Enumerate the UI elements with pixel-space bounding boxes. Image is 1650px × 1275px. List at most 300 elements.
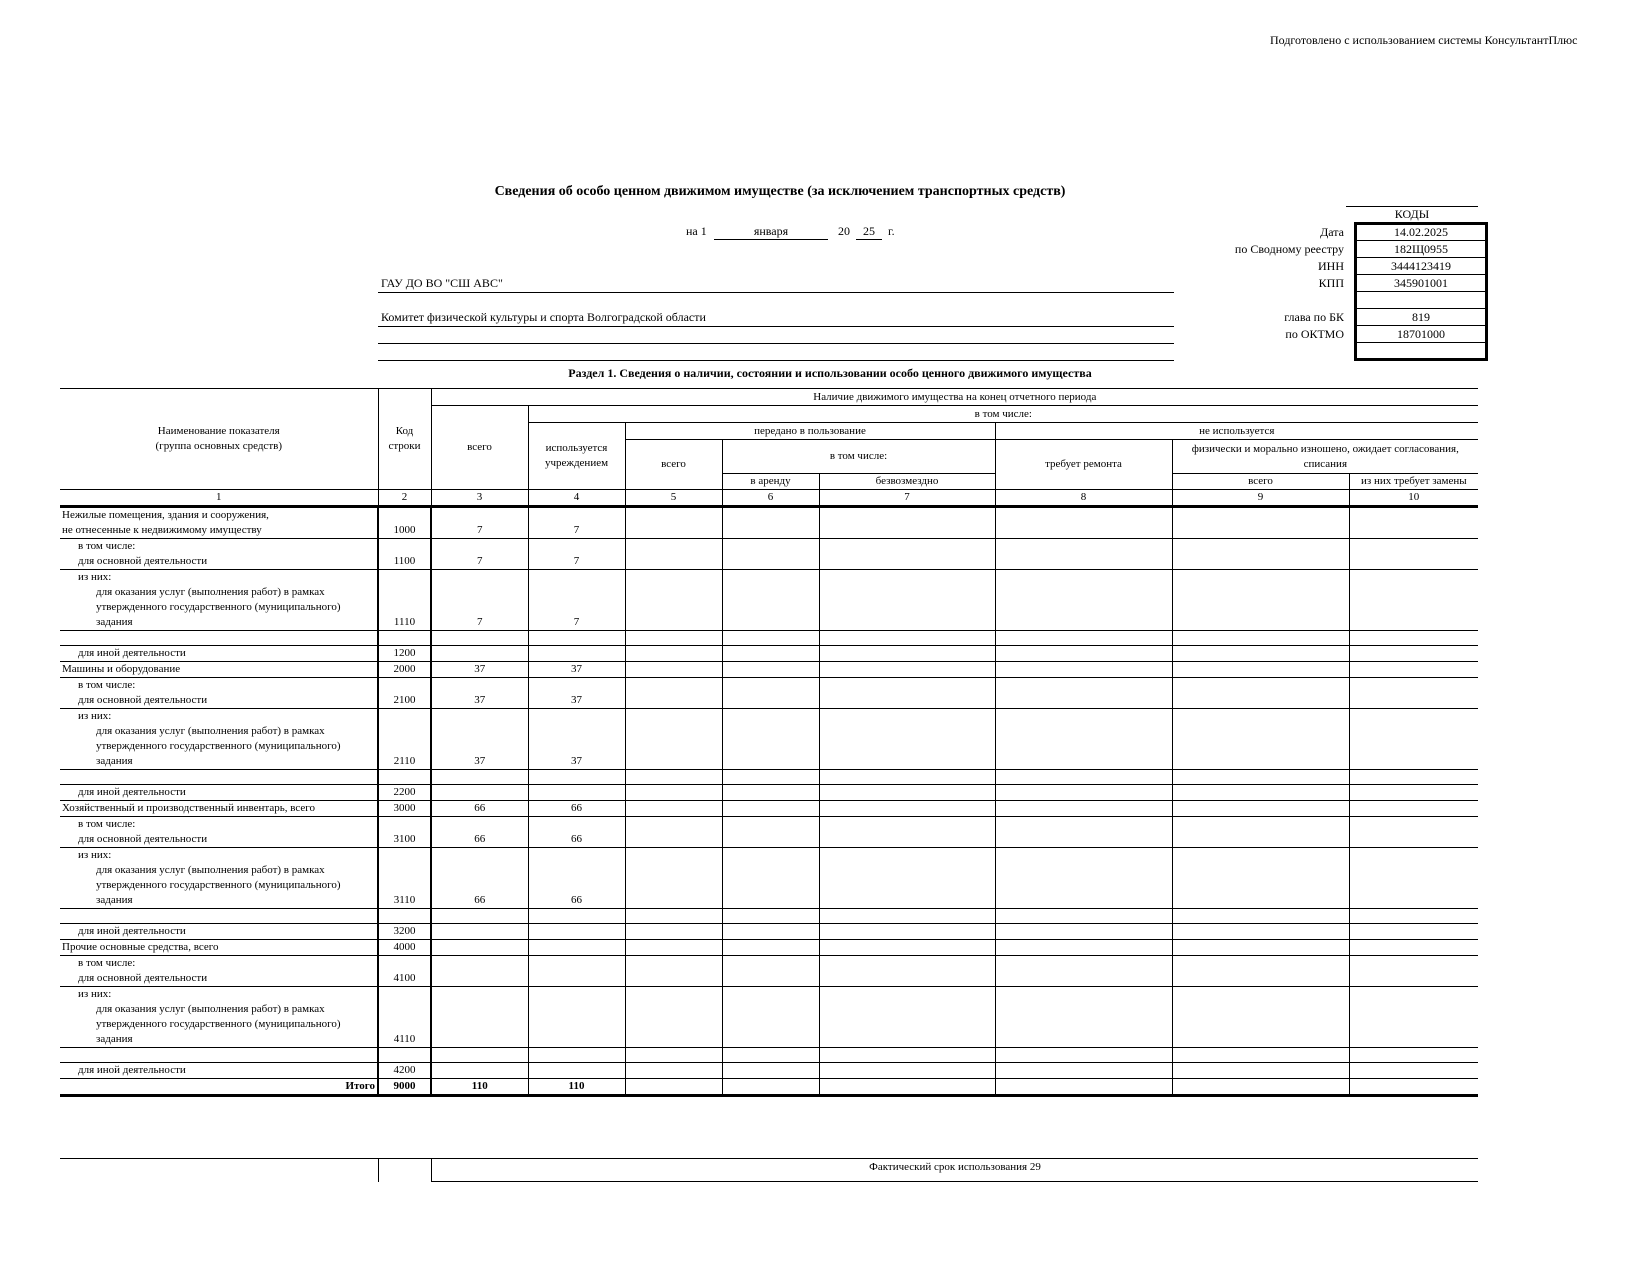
row-cell bbox=[995, 987, 1172, 1048]
row-total bbox=[431, 956, 528, 987]
spacer-cell bbox=[819, 909, 995, 924]
codes-value: 345901001 bbox=[1356, 275, 1487, 292]
spacer-cell bbox=[722, 909, 819, 924]
spacer-cell bbox=[528, 770, 625, 785]
row-code: 4000 bbox=[378, 940, 431, 956]
row-cell bbox=[625, 956, 722, 987]
row-cell bbox=[722, 507, 819, 539]
row-cell bbox=[625, 570, 722, 631]
row-cell bbox=[819, 709, 995, 770]
spacer-row bbox=[60, 1048, 1478, 1063]
main-table bbox=[60, 388, 1478, 1097]
row-cell bbox=[1349, 987, 1478, 1048]
row-label-line: для основной деятельности bbox=[78, 555, 208, 567]
row-cell bbox=[722, 1063, 819, 1079]
table-row bbox=[60, 539, 1478, 570]
org-underline bbox=[378, 292, 1174, 293]
codes-value: 14.02.2025 bbox=[1356, 224, 1487, 241]
table-row bbox=[60, 940, 1478, 956]
table-row bbox=[60, 785, 1478, 801]
table-row bbox=[60, 709, 1478, 770]
row-cell bbox=[995, 1063, 1172, 1079]
row-cell bbox=[1172, 678, 1349, 709]
spacer-cell bbox=[625, 1048, 722, 1063]
row-cell bbox=[625, 987, 722, 1048]
row-cell bbox=[819, 956, 995, 987]
row-cell bbox=[722, 987, 819, 1048]
row-cell bbox=[1172, 507, 1349, 539]
row-cell bbox=[625, 539, 722, 570]
spacer-cell bbox=[528, 1048, 625, 1063]
row-code: 4110 bbox=[378, 987, 431, 1048]
header-including: в том числе: bbox=[528, 406, 1478, 423]
row-cell bbox=[1349, 539, 1478, 570]
row-cell bbox=[1172, 940, 1349, 956]
row-cell bbox=[722, 539, 819, 570]
spacer-cell bbox=[378, 770, 431, 785]
codes-label bbox=[1180, 343, 1356, 360]
row-cell bbox=[995, 646, 1172, 662]
table-row bbox=[60, 570, 1478, 631]
codes-row bbox=[1180, 292, 1487, 309]
row-cell bbox=[819, 848, 995, 909]
table-row bbox=[60, 646, 1478, 662]
row-code: 3200 bbox=[378, 924, 431, 940]
date-prefix: на 1 bbox=[686, 224, 707, 238]
row-label bbox=[60, 678, 378, 709]
row-cell bbox=[625, 785, 722, 801]
total-cell bbox=[722, 1079, 819, 1096]
row-cell bbox=[995, 956, 1172, 987]
row-cell bbox=[819, 785, 995, 801]
header-not-used: не используется bbox=[995, 423, 1478, 440]
row-code: 3100 bbox=[378, 817, 431, 848]
row-used: 66 bbox=[528, 817, 625, 848]
row-cell bbox=[1349, 817, 1478, 848]
row-label-line: задания bbox=[96, 616, 133, 628]
column-number: 7 bbox=[819, 490, 995, 507]
date-year-prefix: 20 bbox=[838, 224, 850, 238]
row-label bbox=[60, 817, 378, 848]
row-label-line: задания bbox=[96, 755, 133, 767]
row-cell bbox=[1349, 1063, 1478, 1079]
row-cell bbox=[1172, 570, 1349, 631]
row-label-line: для основной деятельности bbox=[78, 694, 208, 706]
spacer-cell bbox=[378, 1048, 431, 1063]
row-label bbox=[60, 709, 378, 770]
spacer-row bbox=[60, 770, 1478, 785]
codes-label: глава по БК bbox=[1284, 309, 1344, 324]
top-note: Подготовлено с использованием системы КонсультантПлюс bbox=[1270, 33, 1578, 47]
row-cell bbox=[1172, 1063, 1349, 1079]
row-code: 4200 bbox=[378, 1063, 431, 1079]
row-label bbox=[60, 801, 378, 817]
row-used bbox=[528, 940, 625, 956]
org-name: ГАУ ДО ВО "СШ АВС" bbox=[381, 276, 503, 290]
row-label-line: для оказания услуг (выполнения работ) в рамках bbox=[96, 864, 325, 876]
spacer-cell bbox=[722, 631, 819, 646]
codes-label: Дата bbox=[1320, 224, 1344, 239]
row-label-line: в том числе: bbox=[78, 540, 136, 552]
row-code: 1200 bbox=[378, 646, 431, 662]
row-cell bbox=[819, 507, 995, 539]
row-label bbox=[60, 987, 378, 1048]
codes-row bbox=[1180, 343, 1487, 360]
row-cell bbox=[1172, 662, 1349, 678]
column-number: 3 bbox=[431, 490, 528, 507]
table-row bbox=[60, 662, 1478, 678]
spacer-cell bbox=[1349, 631, 1478, 646]
row-cell bbox=[1349, 848, 1478, 909]
row-total bbox=[431, 785, 528, 801]
header-transferred-total: всего bbox=[625, 440, 722, 490]
row-cell bbox=[1349, 801, 1478, 817]
column-number: 5 bbox=[625, 490, 722, 507]
row-used: 7 bbox=[528, 539, 625, 570]
row-label-line: Нежилые помещения, здания и сооружения, bbox=[62, 509, 269, 521]
header-worn: физически и морально изношено, ожидает согласования, списания bbox=[1172, 440, 1478, 474]
header-code: Код строки bbox=[378, 389, 431, 490]
row-code: 2000 bbox=[378, 662, 431, 678]
row-used: 7 bbox=[528, 507, 625, 539]
row-cell bbox=[1349, 924, 1478, 940]
row-label-line: в том числе: bbox=[78, 679, 136, 691]
date-month: января bbox=[714, 224, 828, 240]
spacer-cell bbox=[995, 770, 1172, 785]
row-cell bbox=[819, 678, 995, 709]
header-transferred: передано в пользование bbox=[625, 423, 995, 440]
page-title: Сведения об особо ценном движимом имуществе (за исключением транспортных средств) bbox=[494, 184, 1066, 199]
spacer-cell bbox=[722, 770, 819, 785]
row-cell bbox=[819, 570, 995, 631]
spacer-cell bbox=[1349, 909, 1478, 924]
row-total: 37 bbox=[431, 662, 528, 678]
row-cell bbox=[1172, 848, 1349, 909]
row-code: 3110 bbox=[378, 848, 431, 909]
row-label-line: утвержденного государственного (муниципального) bbox=[96, 740, 341, 752]
row-cell bbox=[995, 785, 1172, 801]
row-cell bbox=[819, 987, 995, 1048]
row-cell bbox=[1172, 539, 1349, 570]
row-cell bbox=[995, 678, 1172, 709]
row-cell bbox=[625, 1063, 722, 1079]
codes-label: КПП bbox=[1318, 275, 1344, 290]
header-free: безвозмездно bbox=[819, 474, 995, 490]
row-cell bbox=[1349, 507, 1478, 539]
total-cell bbox=[819, 1079, 995, 1096]
spacer-cell bbox=[1172, 770, 1349, 785]
spacer-cell bbox=[528, 631, 625, 646]
header-rent: в аренду bbox=[722, 474, 819, 490]
row-label-line: Хозяйственный и производственный инвентарь, всего bbox=[62, 802, 315, 814]
table-row bbox=[60, 987, 1478, 1048]
row-cell bbox=[625, 678, 722, 709]
column-number: 10 bbox=[1349, 490, 1478, 507]
spacer-cell bbox=[625, 909, 722, 924]
spacer-cell bbox=[431, 909, 528, 924]
row-cell bbox=[1172, 817, 1349, 848]
row-cell bbox=[625, 507, 722, 539]
row-cell bbox=[1172, 956, 1349, 987]
row-used: 66 bbox=[528, 848, 625, 909]
spacer-cell bbox=[1172, 909, 1349, 924]
row-total: 7 bbox=[431, 570, 528, 631]
row-cell bbox=[819, 801, 995, 817]
row-label-line: для иной деятельности bbox=[78, 1064, 186, 1076]
row-used bbox=[528, 987, 625, 1048]
row-cell bbox=[722, 785, 819, 801]
header-availability: Наличие движимого имущества на конец отчетного периода bbox=[431, 389, 1478, 406]
codes-value: 819 bbox=[1356, 309, 1487, 326]
row-label bbox=[60, 570, 378, 631]
row-used: 37 bbox=[528, 678, 625, 709]
total-code: 9000 bbox=[378, 1079, 431, 1096]
spacer-cell bbox=[1349, 1048, 1478, 1063]
row-code: 3000 bbox=[378, 801, 431, 817]
row-cell bbox=[1349, 709, 1478, 770]
date-suffix: г. bbox=[888, 224, 895, 238]
spacer-cell bbox=[995, 631, 1172, 646]
header-worn-total: всего bbox=[1172, 474, 1349, 490]
row-label bbox=[60, 507, 378, 539]
spacer-row bbox=[60, 909, 1478, 924]
codes-row bbox=[1180, 224, 1487, 241]
codes-value: 182Щ0955 bbox=[1356, 241, 1487, 258]
row-label bbox=[60, 785, 378, 801]
row-label-line: не отнесенные к недвижимому имуществу bbox=[62, 524, 262, 536]
table-row bbox=[60, 956, 1478, 987]
codes-label: по ОКТМО bbox=[1285, 326, 1344, 341]
row-cell bbox=[995, 709, 1172, 770]
row-cell bbox=[819, 539, 995, 570]
row-cell bbox=[722, 848, 819, 909]
row-total bbox=[431, 987, 528, 1048]
row-cell bbox=[722, 646, 819, 662]
row-label-line: для основной деятельности bbox=[78, 833, 208, 845]
authority-underline bbox=[378, 326, 1174, 327]
spacer-cell bbox=[819, 631, 995, 646]
row-cell bbox=[995, 848, 1172, 909]
codes-row bbox=[1180, 326, 1487, 343]
row-cell bbox=[995, 507, 1172, 539]
column-number: 8 bbox=[995, 490, 1172, 507]
total-row bbox=[60, 1079, 1478, 1096]
row-total: 37 bbox=[431, 709, 528, 770]
row-cell bbox=[995, 570, 1172, 631]
row-cell bbox=[625, 801, 722, 817]
spacer-cell bbox=[378, 909, 431, 924]
spacer-cell bbox=[995, 1048, 1172, 1063]
spacer-cell bbox=[60, 909, 378, 924]
row-cell bbox=[722, 924, 819, 940]
row-cell bbox=[722, 570, 819, 631]
spacer-cell bbox=[60, 770, 378, 785]
row-code: 1110 bbox=[378, 570, 431, 631]
row-label bbox=[60, 924, 378, 940]
spacer-cell bbox=[1172, 1048, 1349, 1063]
blank-underline-2 bbox=[378, 360, 1174, 361]
spacer-cell bbox=[1172, 631, 1349, 646]
row-total: 66 bbox=[431, 801, 528, 817]
spacer-row bbox=[60, 631, 1478, 646]
row-total bbox=[431, 646, 528, 662]
row-cell bbox=[819, 1063, 995, 1079]
row-label-line: из них: bbox=[78, 710, 112, 722]
column-number: 9 bbox=[1172, 490, 1349, 507]
row-cell bbox=[722, 662, 819, 678]
row-cell bbox=[1349, 785, 1478, 801]
footer-note: Фактический срок использования 29 bbox=[869, 1161, 1041, 1173]
row-label-line: из них: bbox=[78, 988, 112, 1000]
spacer-cell bbox=[60, 1048, 378, 1063]
table-row bbox=[60, 817, 1478, 848]
codes-row bbox=[1180, 309, 1487, 326]
row-label bbox=[60, 940, 378, 956]
spacer-cell bbox=[995, 909, 1172, 924]
row-used: 66 bbox=[528, 801, 625, 817]
row-used bbox=[528, 646, 625, 662]
row-label-line: Прочие основные средства, всего bbox=[62, 941, 219, 953]
row-code: 2100 bbox=[378, 678, 431, 709]
row-label-line: Машины и оборудование bbox=[62, 663, 181, 675]
spacer-cell bbox=[378, 631, 431, 646]
total-cell bbox=[625, 1079, 722, 1096]
row-cell bbox=[722, 678, 819, 709]
row-cell bbox=[819, 940, 995, 956]
row-label-line: утвержденного государственного (муниципального) bbox=[96, 601, 341, 613]
row-cell bbox=[1349, 678, 1478, 709]
footer-bottom-line bbox=[431, 1181, 1478, 1182]
spacer-cell bbox=[60, 631, 378, 646]
row-cell bbox=[995, 801, 1172, 817]
row-cell bbox=[1172, 801, 1349, 817]
spacer-cell bbox=[625, 770, 722, 785]
total-used: 110 bbox=[528, 1079, 625, 1096]
row-label bbox=[60, 1063, 378, 1079]
row-cell bbox=[1349, 956, 1478, 987]
codes-value bbox=[1356, 292, 1487, 309]
row-total bbox=[431, 1063, 528, 1079]
codes-table bbox=[1180, 222, 1488, 361]
footer-top-line bbox=[60, 1158, 1478, 1159]
total-cell bbox=[1172, 1079, 1349, 1096]
row-label-line: для иной деятельности bbox=[78, 925, 186, 937]
header-repair: требует ремонта bbox=[995, 440, 1172, 490]
total-total: 110 bbox=[431, 1079, 528, 1096]
row-total: 66 bbox=[431, 817, 528, 848]
row-cell bbox=[1172, 785, 1349, 801]
header-used: используется учреждением bbox=[528, 423, 625, 490]
codes-header: КОДЫ bbox=[1346, 206, 1478, 222]
row-label-line: для основной деятельности bbox=[78, 972, 208, 984]
row-label bbox=[60, 956, 378, 987]
row-total: 37 bbox=[431, 678, 528, 709]
row-code: 1000 bbox=[378, 507, 431, 539]
footer-divider-1 bbox=[378, 1158, 379, 1182]
row-label bbox=[60, 848, 378, 909]
row-used bbox=[528, 785, 625, 801]
row-total bbox=[431, 924, 528, 940]
codes-value: 18701000 bbox=[1356, 326, 1487, 343]
row-cell bbox=[722, 956, 819, 987]
row-cell bbox=[819, 817, 995, 848]
row-cell bbox=[1349, 940, 1478, 956]
row-cell bbox=[995, 940, 1172, 956]
row-cell bbox=[625, 662, 722, 678]
row-code: 2110 bbox=[378, 709, 431, 770]
total-label: Итого bbox=[60, 1079, 378, 1096]
row-label-line: задания bbox=[96, 1033, 133, 1045]
blank-underline-1 bbox=[378, 343, 1174, 344]
row-total: 66 bbox=[431, 848, 528, 909]
row-cell bbox=[1172, 646, 1349, 662]
row-cell bbox=[625, 646, 722, 662]
spacer-cell bbox=[819, 770, 995, 785]
row-label-line: для оказания услуг (выполнения работ) в рамках bbox=[96, 725, 325, 737]
total-cell bbox=[1349, 1079, 1478, 1096]
row-cell bbox=[995, 539, 1172, 570]
row-label-line: в том числе: bbox=[78, 957, 136, 969]
spacer-cell bbox=[722, 1048, 819, 1063]
row-cell bbox=[1172, 987, 1349, 1048]
date-year: 25 bbox=[856, 224, 882, 240]
table-row bbox=[60, 1063, 1478, 1079]
row-cell bbox=[819, 924, 995, 940]
row-label-line: утвержденного государственного (муниципального) bbox=[96, 879, 341, 891]
row-cell bbox=[625, 940, 722, 956]
row-code: 1100 bbox=[378, 539, 431, 570]
column-number: 1 bbox=[60, 490, 378, 507]
row-cell bbox=[722, 817, 819, 848]
row-cell bbox=[819, 646, 995, 662]
header-name: Наименование показателя (группа основных средств) bbox=[60, 389, 378, 490]
row-label bbox=[60, 539, 378, 570]
row-used bbox=[528, 924, 625, 940]
row-label-line: задания bbox=[96, 894, 133, 906]
row-label-line: для оказания услуг (выполнения работ) в рамках bbox=[96, 586, 325, 598]
table-row bbox=[60, 678, 1478, 709]
row-code: 4100 bbox=[378, 956, 431, 987]
column-number: 4 bbox=[528, 490, 625, 507]
row-cell bbox=[995, 924, 1172, 940]
row-cell bbox=[1349, 570, 1478, 631]
row-label-line: из них: bbox=[78, 849, 112, 861]
row-used bbox=[528, 956, 625, 987]
codes-label: по Сводному реестру bbox=[1234, 241, 1344, 256]
row-cell bbox=[625, 848, 722, 909]
spacer-cell bbox=[625, 631, 722, 646]
authority-name: Комитет физической культуры и спорта Волгоградской области bbox=[381, 310, 706, 324]
spacer-cell bbox=[1349, 770, 1478, 785]
row-total bbox=[431, 940, 528, 956]
row-used: 37 bbox=[528, 709, 625, 770]
codes-row bbox=[1180, 275, 1487, 292]
row-cell bbox=[722, 940, 819, 956]
row-cell bbox=[625, 709, 722, 770]
row-label bbox=[60, 646, 378, 662]
section-title: Раздел 1. Сведения о наличии, состоянии и использовании особо ценного движимого имущества bbox=[568, 366, 1092, 380]
row-cell bbox=[1172, 924, 1349, 940]
row-label bbox=[60, 662, 378, 678]
codes-row bbox=[1180, 241, 1487, 258]
row-cell bbox=[722, 709, 819, 770]
spacer-cell bbox=[528, 909, 625, 924]
row-total: 7 bbox=[431, 507, 528, 539]
row-total: 7 bbox=[431, 539, 528, 570]
row-cell bbox=[722, 801, 819, 817]
codes-value: 3444123419 bbox=[1356, 258, 1487, 275]
spacer-cell bbox=[431, 1048, 528, 1063]
